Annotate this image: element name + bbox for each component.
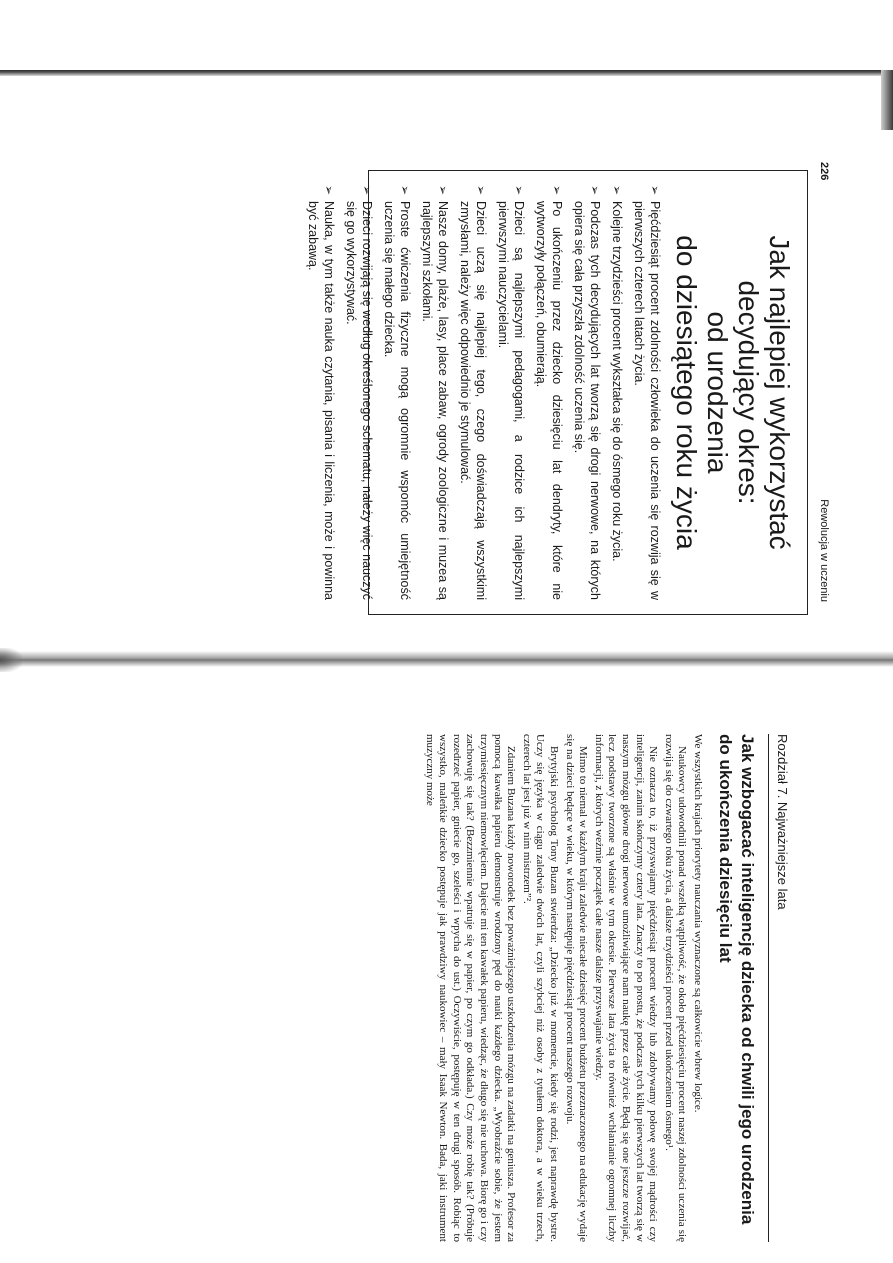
running-head [810, 162, 830, 632]
summary-box [306, 170, 808, 615]
top-page-rotated [110, 162, 830, 632]
bottom-page-rotated [80, 728, 790, 1248]
bullet-item: ➢ Dzieci uczą się najlepiej tego, czego doświadczają wszystkimi zmysłami, należy więc odpowiednio je stymulować. [457, 185, 489, 600]
chapter-label: Rozdział 7. Najważniejsze lata [775, 734, 790, 910]
bullet-item: ➢ Nasze domy, plaże, lasy, place zabaw, ogrody zoologiczne i muzea są najlepszymi szkołami. [419, 185, 451, 600]
title-line-2: decydujący okres: [733, 280, 764, 505]
bullet-item: ➢ Dzieci są najlepszymi pedagogami, a rodzice ich najlepszymi pierwszymi nauczycielami. [495, 185, 527, 600]
body-paragraph: Nie oznacza to, iż przyswajamy pięćdziesiąt procent wiedzy lub zdobywamy połowę swojej mądrości czy inteligencji, zanim skończymy cztery lata. Znaczy to po prostu, że podczas tych kilku pierwszych lat tworzą się w naszym mózgu główne drogi nerwowe umożliwiające nam naukę przez całe życie. Będą się one jeszcze rozwijać, lecz podstawy tworzone są właśnie w tym okresie. Pierwsze lata życia to również wchłanianie ogromnej liczby informacji, z których weźmie początek całe nasze dalsze przyswajanie wiedzy. [592, 734, 660, 1242]
body-paragraph: Zdaniem Buzana każdy noworodek bez poważniejszego uszkodzenia mózgu na zadatki na geniusza. Profesor za pomocą kawałka papieru demonstruje wrodzony pęd do nauki każdego dziecka. „Wyobraźcie sobie, że jestem trzymiesięcznym niemowlęciem. Dajecie mi ten kawałek papieru, wiedząc, że długo się nie uchowa. Biorę go i czy zachowuję się tak? (Bezzmiennie wpatruje się w papier, po czym go odkłada.) Czy może robię tak? (Próbuje rozedrzeć papier, gniecie go, szeleści i wpycha do ust.) Oczywiście, postępuję w ten drugi sposób. Robiąc to wszystko, maleńkie dziecko postępuje jak prawdziwy naukowiec – mały Isaak Newton. Bada, jaki instrument muzyczny może [423, 734, 518, 1242]
scan-corner-shadow [881, 70, 893, 130]
bullet-item: ➢ Pięćdziesiąt procent zdolności człowieka do uczenia się rozwija się w pierwszych czterech latach życia. [631, 185, 663, 600]
body-paragraph: Naukowcy udowodnili ponad wszelką wątpliwość, że około pięćdziesięciu procent naszej zdolności uczenia się rozwija się do czwartego roku życia, a dalsze trzydzieści procent przed ukończeniem ósmego¹. [662, 734, 689, 1242]
chapter-rule [768, 734, 769, 1242]
book-spine-edge [0, 648, 22, 672]
title-line-4: do dziesiątego roku życia [671, 235, 702, 550]
chapter-title: Jak wzbogacać inteligencję dziecka od chwili jego urodzenia do ukończenia dziesięciu lat [716, 734, 757, 1225]
bullet-item: ➢ Podczas tych decydujących lat tworzą się drogi nerwowe, na których opiera się cała przyszła zdolność uczenia się. [571, 185, 603, 600]
body-text [422, 728, 704, 1248]
bottom-page [80, 728, 790, 1248]
body-paragraph: Mimo to niemal w każdym kraju zaledwie niecałe dziesięć procent budżetu przeznaczonego na edukację wydaje się na dzieci będące w wieku, w którym następuje pięćdziesiąt procent naszego rozwoju. [563, 734, 590, 1242]
bullet-item: ➢ Dzieci rozwijają się według określonego schematu, należy więc nauczyć się go wykorzystywać. [343, 185, 375, 600]
bullet-item: ➢ Proste ćwiczenia fizyczne mogą ogromnie wspomóc umiejętność uczenia się małego dziecka. [381, 185, 413, 600]
summary-bullet-list [305, 185, 663, 600]
book-spine-shadow [0, 651, 893, 667]
bullet-item: ➢ Kolejne trzydzieści procent wykształca się do ósmego roku życia. [609, 185, 625, 600]
title-line-3: od urodzenia [702, 311, 733, 474]
running-head-title: Rewolucja w uczeniu [818, 499, 830, 602]
bullet-item: ➢ Po ukończeniu przez dziecko dziesięciu lat dendryty, które nie wytworzyły połączeń, obumierają. [533, 185, 565, 600]
page-number: 226 [818, 162, 830, 181]
top-page [110, 162, 830, 632]
bullet-item: ➢ Nauka, w tym także nauka czytania, pisania i liczenia, może i powinna być zabawą. [305, 185, 337, 600]
body-paragraph: Brytyjski psycholog Tony Buzan stwierdza: „Dziecko już w momencie, kiedy się rodzi, jest naprawdę bystre. Uczy się języka w ciągu zaledwie dwóch lat, czyli szybciej niż osoby z tytułem doktora, a w wieku trzech, czterech lat jest już w nim mistrzem”². [520, 734, 561, 1242]
body-paragraph: We wszystkich krajach priorytety nauczania wyznaczone są całkowicie wbrew logice. [692, 734, 704, 1113]
chapter-header [714, 728, 790, 1248]
scan-edge-top [0, 70, 893, 76]
title-line-1: Jak najlepiej wykorzystać [764, 235, 795, 550]
summary-box-title [671, 185, 795, 600]
